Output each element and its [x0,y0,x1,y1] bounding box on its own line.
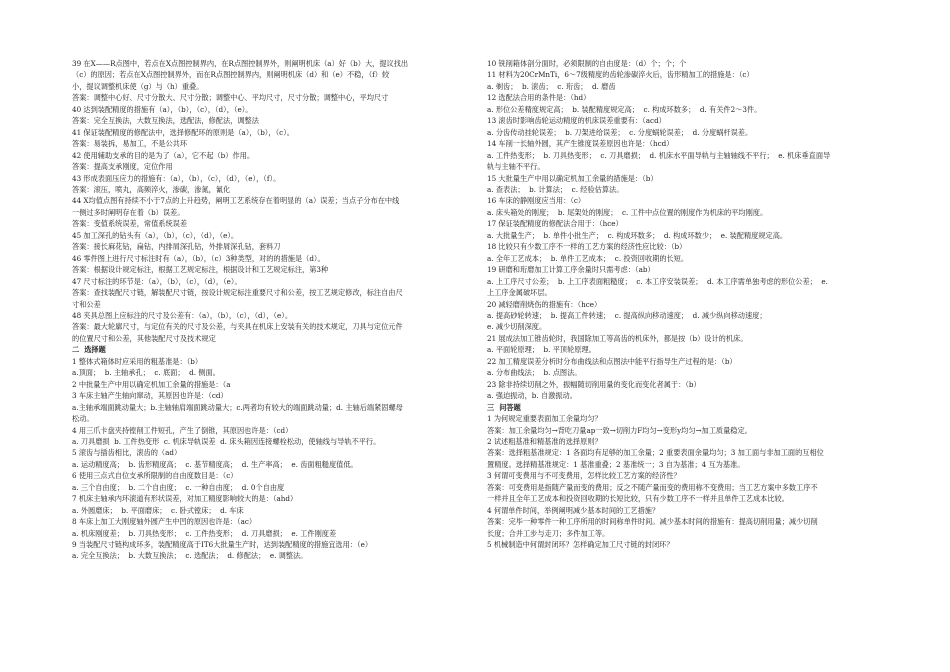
text-line: 5 滚齿与插齿相比，滚齿的（ad） [72,448,182,458]
text-line: 10 铣削箱体剖分面时，必须限制的自由度是：（d）个；个；个 [487,59,687,68]
text-line: a. 分布曲线法； b. 点图法。 [487,368,582,378]
text-line: 44 X均值点图有持续不小于7点的上升趋势，阐明工艺系统存在着明显的（a）误差；当点子分布在中线 [72,196,400,206]
text-line: a. 上工序尺寸公差； b. 上工序表面粗糙度； c. 本工序安装误差； d. 本工序需单独考虑的形位公差； e. [487,276,828,286]
text-line: a. 提高砂轮转速； b. 提高工件转速； c. 提高纵向移动速度； d. 减少纵向移动速度； [487,310,767,320]
text-line: 答案：提高支承刚度，定位作用 [72,162,173,172]
text-line: 4 用三爪卡盘夹持镗削工件短孔，产生了倒锥，其原因也许是：（cd） [72,425,293,435]
text-line: （c）的原因；若点在X点图控制界外，而在R点图控制界内，则阐明机床（d）和（e）不稳，（f）较 [72,70,390,80]
text-line: 小，提议调整机床使（g）与（h）重叠。 [72,81,204,91]
text-line: 答案：滚压，喷丸，高频淬火，渗碳，渗氮，氰化 [72,184,231,194]
section-heading: 二 选择题 [72,345,106,355]
text-line: 置精度。选择精基准规定：1 基准重叠；2 基准统一；3 自为基准；4 互为基准。 [487,459,745,469]
text-line: a.顶面； b. 主轴承孔； c. 底面； d. 侧面。 [72,368,220,378]
text-line: 13 滚齿时影响齿轮运动精度的机床误差重要有：（acd） [487,116,666,126]
text-line: a. 三个自由度； b. 二个自由度； c. 一种自由度； d. 0个自由度 [72,482,285,492]
text-line: 3 车床主轴产生轴向窜动，其原因也许是：（cd） [72,391,228,401]
text-line: 上工序金属破坏层。 [487,288,552,298]
text-line: 40 达到装配精度的措施有（a），（b），（c），（d），（e）。 [72,104,253,114]
text-line: 43 形成表面压应力的措施有：（a），（b），（c），（d），（e），（f）。 [72,173,281,183]
text-line: 23 除非持续切削之外，振幅随切削用量的变化而变化者属于：（b） [487,379,701,389]
text-line: a. 大批量生产； b. 单件小批生产； c. 构成环数多； d. 构成环数少； e. 装配精度规定高。 [487,230,788,240]
text-line: 答案：选择粗基准规定：1 各面均有足够的加工余量；2 重要表面余量均匀；3 加工面与非加工面的互相位 [487,448,824,458]
text-line: 4 何谓单件时间，举例阐明减少基本时间的工艺措施？ [487,505,660,515]
text-line: 答案：调整中心好、尺寸分散大、尺寸分散；调整中心、平均尺寸，尺寸分散；调整中心，平均尺寸 [72,93,389,103]
text-line: 一侧过多时阐明存在着（b）误差。 [72,207,185,217]
text-line: a. 床头箱处的刚度； b. 尾架处的刚度； c. 工件中点位置的刚度作为机床的平均刚度。 [487,207,768,217]
text-line: 14 车削一长轴外圆，其产生锥度误差原因也许是：（hcd） [487,139,674,149]
text-line: e. 减少切削深度。 [487,322,547,332]
text-line: 19 研磨和珩磨加工计算工序余量时只需考虑：（ab） [487,265,655,275]
text-line: 9 当装配尺寸链构成环多，装配精度高于IT6大批量生产时，达到装配精度的措施宜选用：（e） [72,540,373,550]
text-line: 2 试述粗基准和精基准的选择原则？ [487,436,602,446]
section-heading: 三 问答题 [487,402,521,412]
text-line: 21 展成法加工锥齿轮时，我国除加工等高齿的机床外，都是按（b）设计的机床。 [487,333,748,343]
text-line: 答案：可变费用是指随产量而变的费用；反之不随产量而变的费用称不变费用；当工艺方案中多数工序不 [487,482,818,492]
text-line: a. 强迫振动，b. 自激振动。 [487,391,577,401]
text-line: 寸和公差 [72,299,101,309]
text-line: 39 在X——R点图中，若点在X点图控制界内，在R点图控制界外，则阐明机床（a）好（b）大，提议找出 [72,59,409,68]
text-line: 答案：完全互换法，大数互换法，选配法，修配法，调整法 [72,116,259,126]
text-line: 3 何谓可变费用与不可变费用，怎样比较工艺方案的经济性？ [487,471,681,481]
text-line: a. 完全互换法； b. 大数互换法； c. 选配法； d. 修配法； e. 调整法。 [72,551,308,561]
text-line: 答案：查找装配尺寸链，解装配尺寸链，按设计规定标注重要尺寸和公差，按工艺规定修改，标注自由尺 [72,288,403,298]
text-line: 20 减轻磨削烧伤的措施有：（hce） [487,299,602,309]
text-line: a. 平面轮原理； b. 平顶轮原理。 [487,345,596,355]
text-line: 45 加工深孔的钻头有（a），（b），（c），（d），（e）。 [72,230,239,240]
text-line: 答案：完毕一种零件一种工序所用的时间称单件时间。减少基本时间的措施有：提高切削用量；减少切削 [487,517,818,527]
text-line: 1 为何规定重要表面加工余量均匀？ [487,414,602,424]
text-line: a. 形位公差精度规定高； b. 装配精度规定高； c. 构成环数多； d. 有关件2～3件。 [487,104,762,114]
text-line: 11 材料为20CrMnTi，6～7级精度的齿轮渗碳淬火后，齿形精加工的措施是：（c） [487,70,754,80]
text-line: 18 比较只有少数工序不一样的工艺方案的经济性应比较：（b） [487,242,687,252]
left-column [72,58,462,562]
text-line: 轨与主轴不平行。 [487,162,545,172]
text-line: a.主轴承端面跳动量大；b.主轴轴肩端面跳动量大；c.两者均有较大的端面跳动量；d. 主轴后端紧固螺母 [72,402,403,412]
text-line: 答案：加工余量均匀→背吃刀量ap一致→切削力F均匀→变形y均匀→加工质量稳定。 [487,425,752,435]
text-line: 12 选配法合用的条件是：（hd） [487,93,591,103]
text-line: 17 保证装配精度的修配法合用于：（hce） [487,219,623,229]
text-line: a. 机床刚度差； b. 刀具热变形； c. 工件热变形； d. 刀具磨损； e. 工件刚度差 [72,528,337,538]
text-line: a. 工件热变形； b. 刀具热变形； c. 刀具磨损； d. 机床水平面导轨与主轴轴线不平行； e. 机床垂直面导 [487,150,831,160]
text-line: 42 使用辅助支承的目的是为了（a），它不起（b）作用。 [72,150,255,160]
text-line: 8 车床上加工大刚度轴外圆产生中凹的原因也许是：（ac） [72,517,257,527]
text-line: 48 夹具总图上应标注的尺寸及公差有：（a），（b），（c），（d），（e）。 [72,310,293,320]
text-line: 47 尺寸标注的环节是：（a），（b），（c），（d），（e）。 [72,276,242,286]
text-line: 41 保证装配精度的修配法中，选择修配环的原则是（a），（b），（c）。 [72,127,294,137]
text-line: 7 机床主轴承内环滚道有形状误差，对加工精度影响较大的是：（ahd） [72,494,298,504]
text-line: 15 大批量生产中用以确定机加工余量的措施是：（b） [487,173,658,183]
text-line: 6 使用三点式自位支承所限制的自由度数目是：（c） [72,471,238,481]
text-line: a. 查表法； b. 计算法； c. 经验估算法。 [487,184,624,194]
text-line: 16 车床的静刚度应当用：（c） [487,196,586,206]
text-line: 答案：变值系统误差，常值系统误差 [72,219,188,229]
text-line: a. 全年工艺成本； b. 单件工艺成本； c. 投资回收期的长短。 [487,253,689,263]
text-line: a. 运动精度高； b. 齿形精度高； c. 基节精度高； d. 生产率高； e. 齿面粗糙度值低。 [72,459,358,469]
text-line: a. 剃齿； b. 滚齿； c. 珩齿； d. 磨齿 [487,81,616,91]
text-line: 22 加工精度误差分析时分布曲线法和点图法中能平行指导生产过程的是：（b） [487,356,737,366]
text-line: 一样并且全年工艺成本和投资回收期的长短比较，只有少数工序不一样并且单件工艺成本比较。 [487,494,789,504]
text-line: a. 刀具磨损 b. 工件热变形 c. 机床导轨误差 d. 床头箱因连接螺栓松动，使轴线与导轨不平行。 [72,436,381,446]
text-line: 答案：根据设计规定标注，根据工艺规定标注，根据设计和工艺规定标注，第3种 [72,265,329,275]
text-line: 5 机械制造中何谓封闭环？怎样确定加工尺寸链的封闭环？ [487,540,674,550]
text-line: a. 分齿传动挂轮误差； b. 刀架进给误差； c. 分度蜗轮误差； d. 分度蜗杆误差。 [487,127,753,137]
right-column [487,58,877,550]
text-line: a. 外圆磨床； b. 平面磨床； c. 卧式镗床； d. 车床 [72,505,244,515]
text-line: 答案：最大轮廓尺寸，与定位有关的尺寸及公差，与夹具在机床上安装有关的技术规定，刀具与定位元件 [72,322,403,332]
text-line: 答案：易装拆，易加工，不是公共环 [72,139,188,149]
text-line: 1 整体式箱体时应采用的粗基准是：（b） [72,356,203,366]
text-line: 松动。 [72,414,94,424]
text-line: 2 中批量生产中用以确定机加工余量的措施是：（a [72,379,231,389]
text-line: 的位置尺寸和公差，其他装配尺寸及技术规定 [72,333,216,343]
text-line: 答案：接长麻花钻，扁钻，内排屑深孔钻，外排屑深孔钻，套料刀 [72,242,281,252]
text-line: 46 零件图上进行尺寸标注时有（a），（b），（c）3种类型，对的的措施是（d）。 [72,253,325,263]
text-line: 长度；合并工步与走刀；多件加工等。 [487,528,610,538]
